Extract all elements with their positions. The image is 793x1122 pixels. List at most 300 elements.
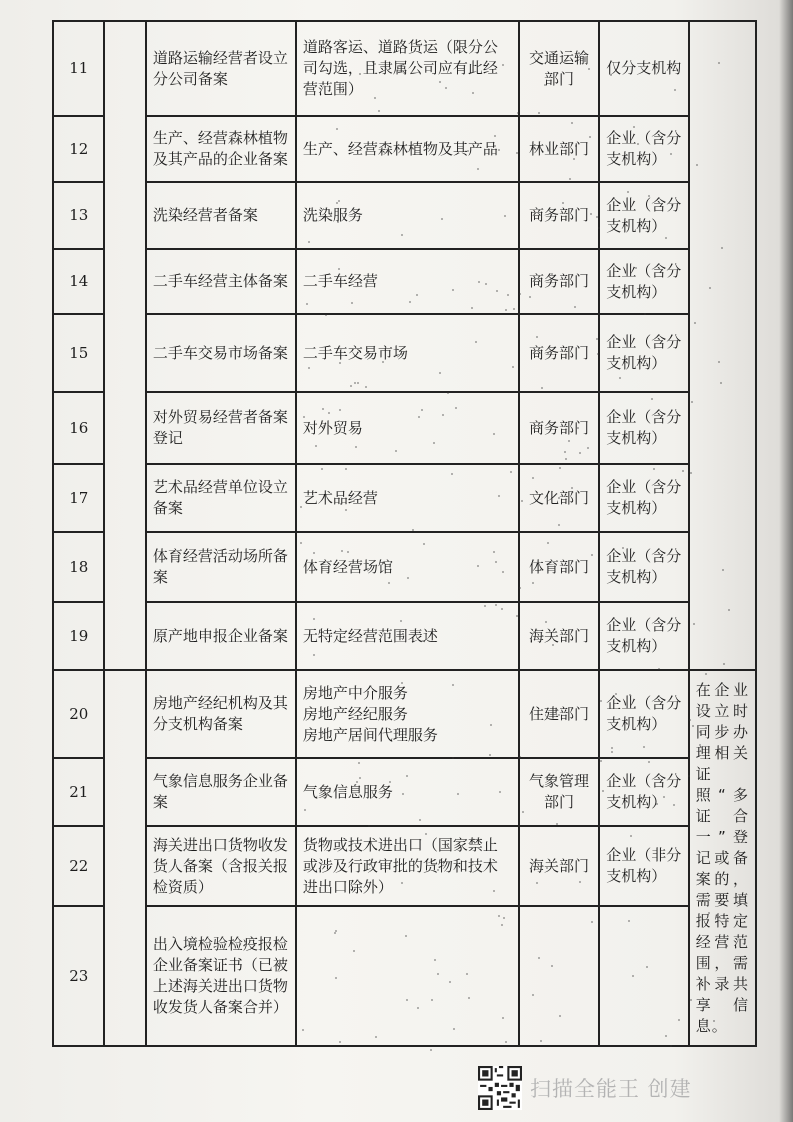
business-scope: 货物或技术进出口（国家禁止或涉及行政审批的货物和技术进出口除外） (296, 826, 519, 906)
scan-noise-speck (350, 385, 352, 387)
scan-noise-speck (690, 472, 692, 474)
scan-noise-speck (355, 446, 357, 448)
department: 文化部门 (519, 464, 600, 532)
scan-noise-speck (656, 803, 658, 805)
applicable-scope: 企业（含分支机构） (599, 758, 689, 826)
scan-noise-speck (596, 338, 598, 340)
table-row (53, 532, 756, 602)
applicable-scope: 企业（含分支机构） (599, 182, 689, 249)
applicable-scope: 企业（非分支机构） (599, 826, 689, 906)
scan-noise-speck (475, 341, 477, 343)
scan-noise-speck (513, 308, 515, 310)
scan-noise-speck (353, 950, 355, 952)
scan-noise-speck (327, 794, 329, 796)
scan-noise-speck (538, 957, 540, 959)
scan-noise-speck (437, 973, 439, 975)
scan-noise-speck (402, 793, 404, 795)
business-scope: 对外贸易 (296, 392, 519, 464)
row-number: 19 (53, 602, 104, 670)
scan-noise-speck (439, 372, 441, 374)
category-cell (104, 670, 145, 1046)
scan-noise-speck (400, 620, 402, 622)
scan-noise-speck (516, 152, 518, 154)
item-name: 二手车交易市场备案 (146, 314, 296, 392)
scan-noise-speck (551, 965, 553, 967)
scan-noise-speck (644, 313, 646, 315)
scan-noise-speck (693, 623, 695, 625)
scan-noise-speck (306, 83, 308, 85)
item-name: 气象信息服务企业备案 (146, 758, 296, 826)
scan-noise-speck (540, 1040, 542, 1042)
scan-noise-speck (643, 746, 645, 748)
scan-noise-speck (498, 149, 500, 151)
row-number: 15 (53, 314, 104, 392)
scan-noise-speck (541, 387, 543, 389)
item-name: 出入境检验检疫报检企业备案证书（已被上述海关进出口货物收发货人备案合并） (146, 906, 296, 1046)
scan-noise-speck (579, 881, 581, 883)
item-name: 对外贸易经营者备案登记 (146, 392, 296, 464)
row-number: 22 (53, 826, 104, 906)
department: 商务部门 (519, 249, 600, 314)
applicable-scope: 企业（含分支机构） (599, 532, 689, 602)
scan-noise-speck (469, 843, 471, 845)
scan-noise-speck (358, 762, 360, 764)
scan-noise-speck (517, 112, 519, 114)
scan-noise-speck (529, 296, 531, 298)
scan-noise-speck (634, 706, 636, 708)
scan-noise-speck (340, 503, 342, 505)
business-scope: 二手车交易市场 (296, 314, 519, 392)
scan-noise-speck (494, 145, 496, 147)
scan-noise-speck (422, 640, 424, 642)
scan-noise-speck (633, 126, 635, 128)
applicable-scope: 企业（含分支机构） (599, 392, 689, 464)
applicable-scope (599, 906, 689, 1046)
scan-noise-speck (532, 582, 534, 584)
scan-noise-speck (339, 409, 341, 411)
note-cell: 在企业设立时同步办理相关证照“多证合一”登记或备案的，需要填报特定经营范围，需补录共享信息。 (689, 670, 756, 1046)
scan-noise-speck (502, 1017, 504, 1019)
business-scope: 气象信息服务 (296, 758, 519, 826)
applicable-scope: 企业（含分支机构） (599, 314, 689, 392)
scan-noise-speck (726, 945, 728, 947)
scan-noise-speck (600, 700, 602, 702)
scan-noise-speck (490, 724, 492, 726)
scan-noise-speck (610, 74, 612, 76)
scan-noise-speck (648, 195, 650, 197)
scan-noise-speck (389, 781, 391, 783)
scan-noise-speck (503, 917, 505, 919)
scan-noise-speck (466, 973, 468, 975)
business-scope: 道路客运、道路货运（限分公司勾选，且隶属公司应有此经营范围） (296, 21, 519, 116)
scan-noise-speck (532, 477, 534, 479)
scan-noise-speck (337, 221, 339, 223)
scan-noise-speck (688, 775, 690, 777)
scan-noise-speck (359, 73, 361, 75)
scan-noise-speck (472, 92, 474, 94)
business-scope: 艺术品经营 (296, 464, 519, 532)
scan-noise-speck (339, 1041, 341, 1043)
scan-noise-speck (347, 551, 349, 553)
row-number: 23 (53, 906, 104, 1046)
scan-noise-speck (437, 869, 439, 871)
scan-noise-speck (558, 524, 560, 526)
scan-noise-speck (441, 218, 443, 220)
scan-noise-speck (478, 281, 480, 283)
scan-noise-speck (445, 87, 447, 89)
applicable-scope: 企业（含分支机构） (599, 602, 689, 670)
scan-noise-speck (611, 751, 613, 753)
scan-noise-speck (336, 202, 338, 204)
scan-noise-speck (694, 322, 696, 324)
row-number: 12 (53, 116, 104, 182)
scan-noise-speck (713, 1020, 715, 1022)
scan-noise-speck (545, 621, 547, 623)
scan-noise-speck (425, 833, 427, 835)
table-row (53, 826, 756, 906)
scan-noise-speck (709, 287, 711, 289)
business-scope (296, 906, 519, 1046)
scan-noise-speck (395, 450, 397, 452)
scan-noise-speck (494, 135, 496, 137)
scan-noise-speck (388, 582, 390, 584)
scan-noise-speck (574, 306, 576, 308)
scan-noise-speck (336, 128, 338, 130)
qr-code-icon (478, 1066, 522, 1110)
scan-noise-speck (300, 542, 302, 544)
department: 气象管理部门 (519, 758, 600, 826)
scan-noise-speck (696, 164, 698, 166)
scan-noise-speck (311, 213, 313, 215)
row-number: 18 (53, 532, 104, 602)
scan-noise-speck (359, 777, 361, 779)
scan-noise-speck (653, 468, 655, 470)
row-number: 13 (53, 182, 104, 249)
table-row (53, 182, 756, 249)
scan-noise-speck (538, 112, 540, 114)
business-scope: 无特定经营范围表述 (296, 602, 519, 670)
scan-noise-speck (536, 882, 538, 884)
scan-noise-speck (558, 714, 560, 716)
scan-noise-speck (665, 1035, 667, 1037)
row-number: 20 (53, 670, 104, 758)
scan-noise-speck (718, 62, 720, 64)
scan-noise-speck (345, 509, 347, 511)
scan-noise-speck (628, 920, 630, 922)
scan-noise-speck (417, 1007, 419, 1009)
scan-noise-speck (723, 926, 725, 928)
scan-noise-speck (728, 609, 730, 611)
department: 商务部门 (519, 392, 600, 464)
scan-noise-speck (573, 158, 575, 160)
business-scope: 二手车经营 (296, 249, 519, 314)
scan-noise-speck (442, 414, 444, 416)
scan-noise-speck (496, 290, 498, 292)
scan-noise-speck (565, 458, 567, 460)
table-row (53, 249, 756, 314)
scan-noise-speck (720, 382, 722, 384)
scan-noise-speck (699, 744, 701, 746)
scan-noise-speck (303, 416, 305, 418)
scan-noise-speck (313, 552, 315, 554)
scan-noise-speck (406, 999, 408, 1001)
scan-noise-speck (493, 890, 495, 892)
scan-noise-speck (615, 693, 617, 695)
scan-noise-speck (501, 608, 503, 610)
scan-noise-speck (544, 84, 546, 86)
scan-noise-speck (401, 353, 403, 355)
scan-noise-speck (547, 542, 549, 544)
scan-noise-speck (658, 668, 660, 670)
scan-noise-speck (499, 791, 501, 793)
applicable-scope: 企业（含分支机构） (599, 670, 689, 758)
row-number: 21 (53, 758, 104, 826)
scan-noise-speck (430, 1049, 432, 1051)
scan-noise-speck (532, 994, 534, 996)
scan-noise-speck (708, 912, 710, 914)
scan-noise-speck (699, 731, 701, 733)
scan-noise-speck (691, 401, 693, 403)
department: 林业部门 (519, 116, 600, 182)
scan-noise-speck (671, 204, 673, 206)
scan-noise-speck (374, 97, 376, 99)
item-name: 艺术品经营单位设立备案 (146, 464, 296, 532)
scan-noise-speck (409, 301, 411, 303)
scan-noise-speck (365, 386, 367, 388)
business-scope: 生产、经营森林植物及其产品 (296, 116, 519, 182)
item-name: 道路运输经营者设立分公司备案 (146, 21, 296, 116)
scan-noise-speck (431, 999, 433, 1001)
scan-noise-speck (718, 361, 720, 363)
scan-noise-speck (629, 694, 631, 696)
scan-noise-speck (591, 921, 593, 923)
item-name: 原产地申报企业备案 (146, 602, 296, 670)
scan-noise-speck (452, 289, 454, 291)
row-number: 11 (53, 21, 104, 116)
scan-noise-speck (300, 506, 302, 508)
scan-noise-speck (354, 382, 356, 384)
scan-noise-speck (401, 234, 403, 236)
scan-noise-speck (536, 336, 538, 338)
scan-noise-speck (433, 442, 435, 444)
scan-noise-speck (556, 823, 558, 825)
scan-noise-speck (588, 68, 590, 70)
scan-noise-speck (418, 416, 420, 418)
scan-noise-speck (507, 294, 509, 296)
scan-noise-speck (313, 654, 315, 656)
scan-noise-speck (522, 811, 524, 813)
scan-noise-speck (559, 467, 561, 469)
scan-noise-speck (510, 471, 512, 473)
scan-noise-speck (477, 168, 479, 170)
scan-noise-speck (558, 497, 560, 499)
scan-noise-speck (600, 760, 602, 762)
scan-noise-speck (495, 604, 497, 606)
scan-noise-speck (382, 361, 384, 363)
scan-noise-speck (519, 293, 521, 295)
scan-noise-speck (453, 1028, 455, 1030)
scan-noise-speck (568, 440, 570, 442)
scan-noise-speck (502, 571, 504, 573)
department (519, 906, 600, 1046)
table-row (53, 392, 756, 464)
scan-noise-speck (498, 495, 500, 497)
item-name: 房地产经纪机构及其分支机构备案 (146, 670, 296, 758)
scan-noise-speck (378, 110, 380, 112)
category-cell (104, 21, 145, 670)
scan-noise-speck (375, 848, 377, 850)
scan-noise-speck (569, 178, 571, 180)
scan-noise-speck (449, 981, 451, 983)
scan-noise-speck (421, 409, 423, 411)
scan-noise-speck (495, 561, 497, 563)
scan-noise-speck (663, 796, 665, 798)
scan-noise-speck (412, 529, 414, 531)
scan-noise-speck (552, 644, 554, 646)
scan-noise-speck (401, 682, 403, 684)
scan-noise-speck (401, 882, 403, 884)
scan-noise-speck (304, 809, 306, 811)
table-row (53, 314, 756, 392)
note-cell (689, 21, 756, 670)
scan-noise-speck (602, 790, 604, 792)
scan-noise-speck (505, 309, 507, 311)
scan-noise-speck (547, 352, 549, 354)
scan-noise-speck (439, 81, 441, 83)
scan-noise-speck (452, 684, 454, 686)
scan-noise-speck (308, 367, 310, 369)
scan-noise-speck (341, 550, 343, 552)
scan-noise-speck (575, 145, 577, 147)
scan-noise-speck (559, 1015, 561, 1017)
scan-noise-speck (632, 975, 634, 977)
scan-noise-speck (619, 377, 621, 379)
scan-noise-speck (360, 282, 362, 284)
scan-noise-speck (407, 577, 409, 579)
scan-noise-speck (468, 997, 470, 999)
scan-noise-speck (590, 213, 592, 215)
scan-noise-speck (416, 294, 418, 296)
scan-noise-speck (579, 452, 581, 454)
item-name: 二手车经营主体备案 (146, 249, 296, 314)
scan-noise-speck (521, 500, 523, 502)
business-scope: 体育经营场馆 (296, 532, 519, 602)
department: 体育部门 (519, 532, 600, 602)
scan-noise-speck (571, 487, 573, 489)
scan-noise-speck (591, 554, 593, 556)
registration-table (52, 20, 757, 1047)
scan-noise-speck (622, 547, 624, 549)
scan-noise-speck (498, 915, 500, 917)
scan-noise-speck (338, 200, 340, 202)
scan-noise-speck (505, 1041, 507, 1043)
scan-noise-speck (670, 1045, 672, 1047)
scan-noise-speck (648, 761, 650, 763)
scan-noise-speck (471, 307, 473, 309)
applicable-scope: 企业（含分支机构） (599, 116, 689, 182)
scan-noise-speck (484, 605, 486, 607)
item-name: 生产、经营森林植物及其产品的企业备案 (146, 116, 296, 182)
scan-noise-speck (501, 924, 503, 926)
scan-noise-speck (323, 425, 325, 427)
scan-noise-speck (646, 966, 648, 968)
scan-noise-speck (502, 64, 504, 66)
scan-noise-speck (302, 1029, 304, 1031)
scan-noise-speck (504, 215, 506, 217)
scan-noise-speck (355, 845, 357, 847)
scan-noise-speck (321, 468, 323, 470)
scan-noise-speck (455, 407, 457, 409)
scan-noise-speck (306, 303, 308, 305)
scan-noise-speck (722, 569, 724, 571)
scan-noise-speck (477, 565, 479, 567)
scan-noise-speck (338, 268, 340, 270)
scan-noise-speck (598, 227, 600, 229)
department: 商务部门 (519, 182, 600, 249)
table-row (53, 906, 756, 1046)
scan-noise-speck (689, 719, 691, 721)
department: 海关部门 (519, 826, 600, 906)
watermark-text: 扫描全能王 创建 (530, 1077, 692, 1101)
table-row (53, 602, 756, 670)
scan-noise-speck (674, 89, 676, 91)
scan-noise-speck (670, 153, 672, 155)
scan-noise-speck (419, 819, 421, 821)
scan-noise-speck (562, 202, 564, 204)
scan-noise-speck (339, 362, 341, 364)
item-name: 海关进出口货物收发货人备案（含报关报检资质） (146, 826, 296, 906)
scan-noise-speck (723, 663, 725, 665)
scan-noise-speck (519, 756, 521, 758)
scan-noise-speck (564, 451, 566, 453)
scan-noise-speck (313, 618, 315, 620)
scan-noise-speck (493, 551, 495, 553)
scan-noise-speck (725, 851, 727, 853)
scan-noise-speck (336, 81, 338, 83)
scan-noise-speck (665, 237, 667, 239)
row-number: 17 (53, 464, 104, 532)
scan-noise-speck (423, 543, 425, 545)
scan-noise-speck (315, 445, 317, 447)
scan-noise-speck (651, 398, 653, 400)
scan-noise-speck (678, 1019, 680, 1021)
scan-noise-speck (328, 412, 330, 414)
scan-noise-speck (308, 241, 310, 243)
applicable-scope: 企业（含分支机构） (599, 249, 689, 314)
scan-noise-speck (381, 711, 383, 713)
scan-noise-speck (335, 977, 337, 979)
scan-noise-speck (705, 673, 707, 675)
scan-noise-speck (587, 447, 589, 449)
scan-noise-speck (374, 63, 376, 65)
scan-noise-speck (673, 804, 675, 806)
scan-noise-speck (489, 754, 491, 756)
scan-noise-speck (721, 247, 723, 249)
department: 交通运输部门 (519, 21, 600, 116)
item-name: 体育经营活动场所备案 (146, 532, 296, 602)
scan-noise-speck (571, 122, 573, 124)
scan-noise-speck (322, 408, 324, 410)
department: 商务部门 (519, 314, 600, 392)
business-scope: 房地产中介服务 房地产经纪服务 房地产居间代理服务 (296, 670, 519, 758)
scan-noise-speck (577, 427, 579, 429)
scan-noise-speck (635, 267, 637, 269)
scan-noise-speck (368, 825, 370, 827)
scan-noise-speck (512, 366, 514, 368)
scan-noise-speck (630, 835, 632, 837)
scanner-watermark (478, 1066, 692, 1110)
table-row (53, 758, 756, 826)
